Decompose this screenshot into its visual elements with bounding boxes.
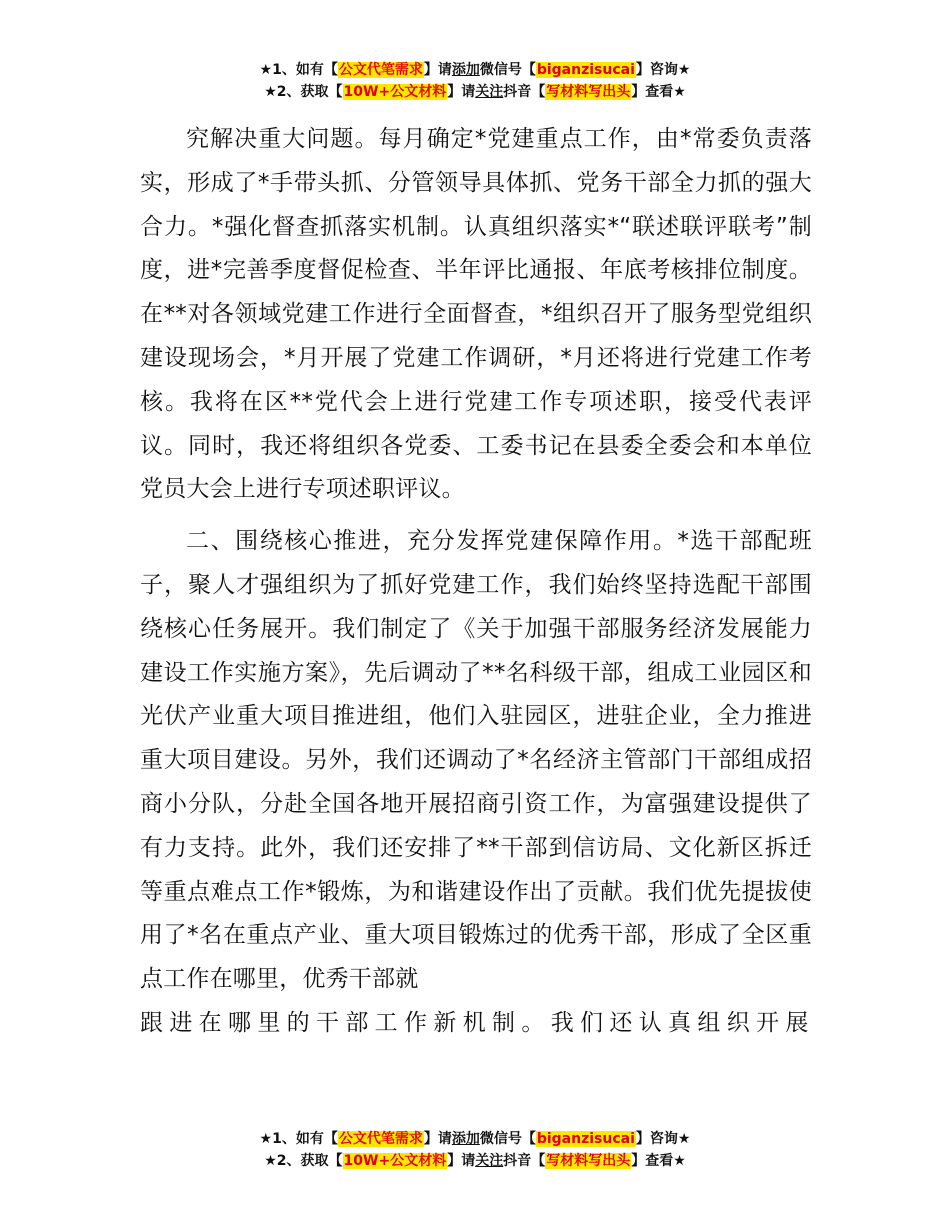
underlined-follow: 关注 (475, 1153, 504, 1169)
star-icon: ★ (264, 84, 277, 100)
footer-banner-line-2 (0, 1150, 950, 1172)
paragraph-2: 二、围绕核心推进，充分发挥党建保障作用。*选干部配班子，聚人才强组织为了抓好党建工作，我们始终坚持选配干部围绕核心任务展开。我们制定了《关于加强干部服务经济发展能力建设工作实施方案》，先后调动了**名科级干部，组成工业园区和光伏产业重大项目推进组，他们入驻园区，进驻企业，全力推进重大项目建设。另外，我们还调动了*名经济主管部门干部组成招商小分队，分赴全国各地开展招商引资工作，为富强建设提供了有力支持。此外，我们还安排了**干部到信访局、文化新区拆迁等重点难点工作*锻炼，为和谐建设作出了贡献。我们优先提拔使用了*名在重点产业、重大项目锻炼过的优秀干部，形成了全区重点工作在哪里，优秀干部就 (140, 528, 812, 993)
banner-text: 】咨询 (635, 1131, 678, 1147)
star-icon: ★ (259, 1131, 273, 1147)
underlined-follow: 关注 (475, 84, 504, 100)
highlight-materials: 10W+公文材料 (343, 84, 447, 100)
banner-text: 】请 (447, 84, 476, 100)
banner-text: 2、获取【 (276, 1153, 343, 1169)
star-icon: ★ (677, 1131, 691, 1147)
highlight-douyin-account: 写材料写出头 (546, 1153, 631, 1169)
banner-text: 】请 (447, 1153, 476, 1169)
paragraph-1: 究解决重大问题。每月确定*党建重点工作，由*常委负责落实，形成了*手带头抓、分管领导具体抓、党务干部全力抓的强大合力。*强化督查抓落实机制。认真组织落实*“联述联评联考”制度，进*完善季度督促检查、半年评比通报、年底考核排位制度。在**对各领域党建工作进行全面督查，*组织召开了服务型党组织建设现场会，*月开展了党建工作调研，*月还将进行党建工作考核。我将在区**党代会上进行党建工作专项述职，接受代表评议。同时，我还将组织各党委、工委书记在县委全委会和本单位党员大会上进行专项述职评议。 (140, 126, 812, 503)
banner-text: 】请 (423, 1131, 452, 1147)
paragraph-2-last-line: 跟进在哪里的干部工作新机制。我们还认真组织开展 (140, 1009, 812, 1036)
highlight-service: 公文代笔需求 (338, 62, 423, 78)
header-banner-line-1 (0, 59, 950, 81)
paragraph-gap (140, 512, 812, 520)
highlight-wechat-id: biganzisucai (536, 62, 635, 78)
banner-text: 抖音【 (503, 84, 546, 100)
banner-text: 】查看 (631, 1153, 674, 1169)
footer-banner-line-1 (0, 1128, 950, 1150)
highlight-douyin-account: 写材料写出头 (546, 84, 631, 100)
banner-text: 微信号【 (479, 62, 536, 78)
highlight-wechat-id: biganzisucai (536, 1131, 635, 1147)
banner-text: 微信号【 (479, 1131, 536, 1147)
footer-banner (0, 1128, 950, 1172)
star-icon: ★ (677, 62, 691, 78)
highlight-materials: 10W+公文材料 (343, 1153, 447, 1169)
banner-text: 抖音【 (503, 1153, 546, 1169)
banner-text: 2、获取【 (276, 84, 343, 100)
highlight-service: 公文代笔需求 (338, 1131, 423, 1147)
underlined-add: 添加 (451, 62, 480, 78)
star-icon: ★ (264, 1153, 277, 1169)
banner-text: 】咨询 (635, 62, 678, 78)
star-icon: ★ (259, 62, 273, 78)
star-icon: ★ (673, 1153, 686, 1169)
banner-text: 1、如有【 (272, 1131, 338, 1147)
star-icon: ★ (673, 84, 686, 100)
underlined-add: 添加 (451, 1131, 480, 1147)
banner-text: 】请 (423, 62, 452, 78)
banner-text: 】查看 (631, 84, 674, 100)
document-body (140, 118, 812, 1046)
banner-text: 1、如有【 (272, 62, 338, 78)
header-banner (0, 59, 950, 103)
header-banner-line-2 (0, 81, 950, 103)
